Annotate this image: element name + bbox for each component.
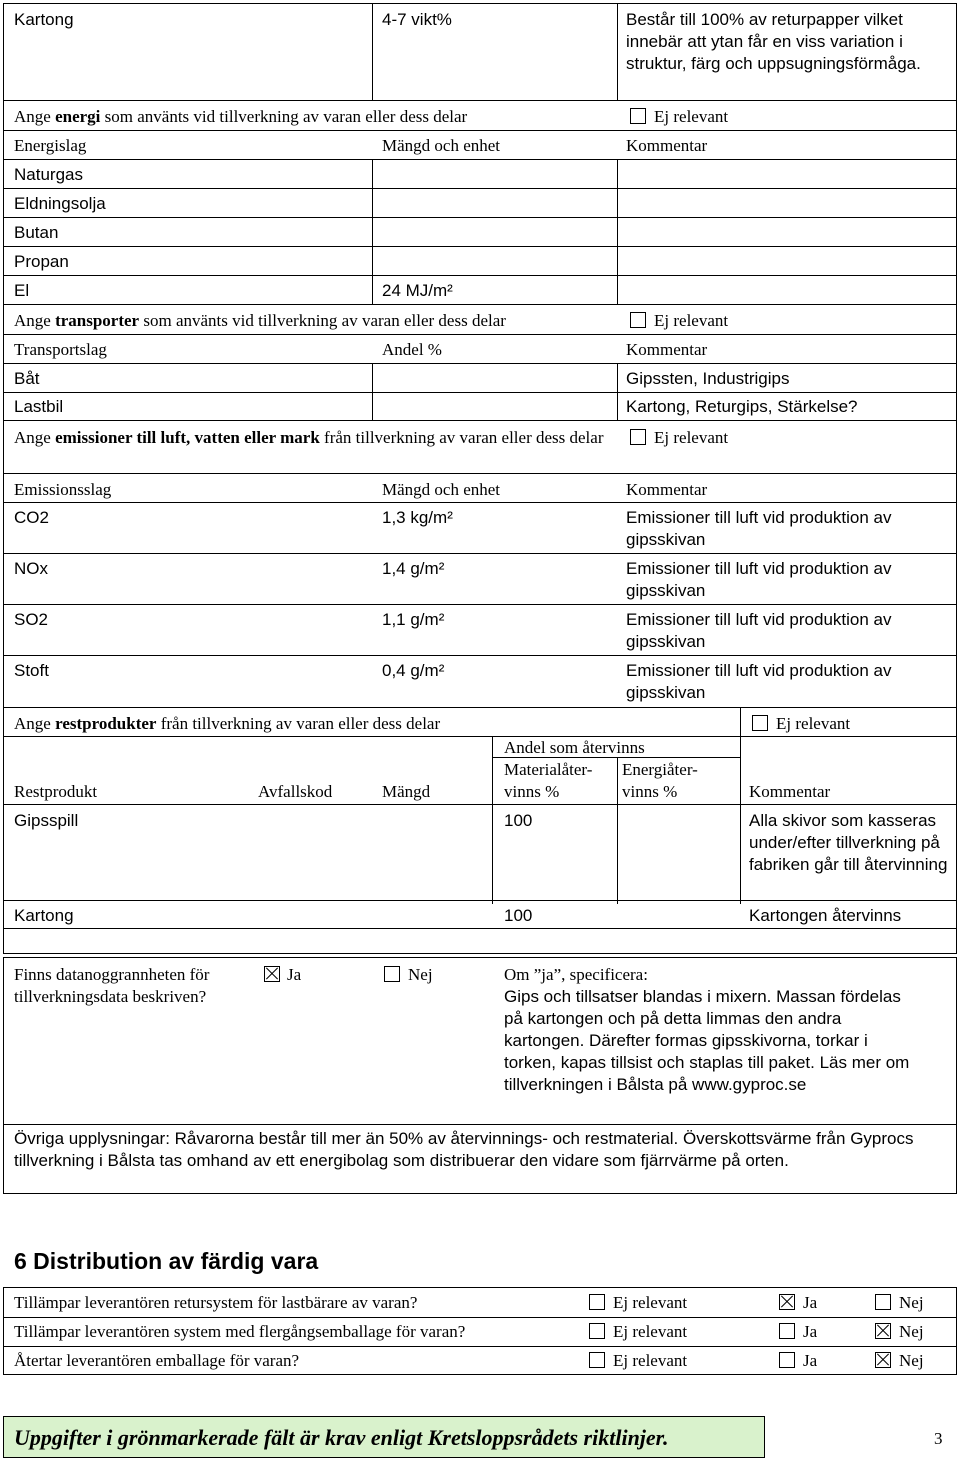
residues-col-energy: Energiåter-vinns % bbox=[622, 760, 698, 801]
other-info-text: Råvarorna består till mer än 50% av återvinnings- och restmaterial. Överskottsvärme från Gyprocs tillverkning i Bålsta tas omhand av ett energibolag som distribuerar den vidare som fjärrvärme på orten. bbox=[14, 1129, 914, 1170]
distribution-no-checkbox[interactable] bbox=[875, 1323, 891, 1339]
residues-row-material: 100 bbox=[504, 906, 533, 925]
transport-col-comment: Kommentar bbox=[626, 340, 708, 359]
emissions-question: Ange emissioner till luft, vatten eller mark från tillverkning av varan eller dess delar bbox=[14, 428, 604, 447]
emissions-col-amount: Mängd och enhet bbox=[382, 480, 501, 499]
emissions-not-relevant-checkbox[interactable] bbox=[630, 429, 646, 445]
residues-col-code: Avfallskod bbox=[258, 782, 333, 801]
energy-col-type: Energislag bbox=[14, 136, 87, 155]
energy-not-relevant-label: Ej relevant bbox=[654, 107, 729, 126]
residues-group-header: Andel som återvinns bbox=[504, 738, 645, 757]
distribution-yes-label: Ja bbox=[803, 1322, 818, 1341]
section-title: 6 Distribution av färdig vara bbox=[14, 1248, 319, 1274]
distribution-question: Återtar leverantören emballage för varan? bbox=[14, 1351, 300, 1370]
residues-row-comment: Alla skivor som kasseras under/efter tillverkning på fabriken går till återvinning bbox=[749, 811, 948, 874]
accuracy-specify-text: Gips och tillsatser blandas i mixern. Massan fördelas på kartongen och på detta limmas den andra kartongen. Därefter formas gipsskivorna, torkar i torken, kapas tillsist och staplas till paket. Läs mer om tillverkningen i Bålsta på www.gyproc.se bbox=[504, 987, 910, 1094]
residues-col-material: Materialåter-vinns % bbox=[504, 760, 593, 801]
distribution-no-checkbox[interactable] bbox=[875, 1294, 891, 1310]
distribution-yes-checkbox[interactable] bbox=[779, 1294, 795, 1310]
energy-row-type: Propan bbox=[14, 252, 69, 271]
energy-row-type: Butan bbox=[14, 223, 59, 242]
transport-row-type: Båt bbox=[14, 369, 40, 388]
residues-row-product: Kartong bbox=[14, 906, 74, 925]
energy-row-amount: 24 MJ/m² bbox=[382, 281, 453, 300]
distribution-no-label: Nej bbox=[899, 1293, 924, 1312]
energy-not-relevant-checkbox[interactable] bbox=[630, 108, 646, 124]
distribution-not-relevant-label: Ej relevant bbox=[613, 1351, 688, 1370]
residues-question: Ange restprodukter från tillverkning av varan eller dess delar bbox=[14, 714, 441, 733]
emissions-row-amount: 1,1 g/m² bbox=[382, 610, 445, 629]
residues-not-relevant-checkbox[interactable] bbox=[752, 715, 768, 731]
energy-col-amount: Mängd och enhet bbox=[382, 136, 501, 155]
energy-row-type: Naturgas bbox=[14, 165, 83, 184]
residues-not-relevant-label: Ej relevant bbox=[776, 714, 851, 733]
emissions-row-comment: Emissioner till luft vid produktion av gipsskivan bbox=[626, 661, 892, 702]
accuracy-yes-label: Ja bbox=[287, 965, 302, 984]
residues-row-product: Gipsspill bbox=[14, 811, 79, 830]
transport-row-comment: Kartong, Returgips, Stärkelse? bbox=[626, 397, 858, 416]
transport-col-type: Transportslag bbox=[14, 340, 107, 359]
transport-not-relevant-checkbox[interactable] bbox=[630, 312, 646, 328]
distribution-yes-checkbox[interactable] bbox=[779, 1352, 795, 1368]
transport-not-relevant-label: Ej relevant bbox=[654, 311, 729, 330]
distribution-yes-checkbox[interactable] bbox=[779, 1323, 795, 1339]
emissions-row-amount: 0,4 g/m² bbox=[382, 661, 445, 680]
distribution-not-relevant-checkbox[interactable] bbox=[589, 1352, 605, 1368]
distribution-question: Tillämpar leverantören retursystem för lastbärare av varan? bbox=[14, 1293, 418, 1312]
emissions-col-type: Emissionsslag bbox=[14, 480, 112, 499]
distribution-not-relevant-checkbox[interactable] bbox=[589, 1294, 605, 1310]
emissions-row-type: NOx bbox=[14, 559, 48, 578]
residues-row-material: 100 bbox=[504, 811, 533, 830]
energy-row-type: El bbox=[14, 281, 30, 300]
accuracy-specify-label: Om ”ja”, specificera: bbox=[504, 965, 648, 984]
distribution-no-label: Nej bbox=[899, 1322, 924, 1341]
material-name: Kartong bbox=[14, 10, 74, 29]
emissions-row-type: CO2 bbox=[14, 508, 49, 527]
emissions-row-amount: 1,4 g/m² bbox=[382, 559, 445, 578]
emissions-row-type: SO2 bbox=[14, 610, 49, 629]
distribution-yes-label: Ja bbox=[803, 1293, 818, 1312]
footer-note: Uppgifter i grönmarkerade fält är krav enligt Kretsloppsrådets riktlinjer. bbox=[14, 1425, 669, 1450]
distribution-yes-label: Ja bbox=[803, 1351, 818, 1370]
emissions-not-relevant-label: Ej relevant bbox=[654, 428, 729, 447]
accuracy-no-checkbox[interactable] bbox=[384, 966, 400, 982]
material-comment: Består till 100% av returpapper vilket innebär att ytan får en viss variation i struktur, färg och uppsugningsförmåga. bbox=[626, 10, 921, 73]
residues-col-amount: Mängd bbox=[382, 782, 431, 801]
material-amount: 4-7 vikt% bbox=[382, 10, 452, 29]
emissions-col-comment: Kommentar bbox=[626, 480, 708, 499]
emissions-row-amount: 1,3 kg/m² bbox=[382, 508, 453, 527]
energy-row-type: Eldningsolja bbox=[14, 194, 106, 213]
emissions-row-comment: Emissioner till luft vid produktion av gipsskivan bbox=[626, 508, 892, 549]
distribution-question: Tillämpar leverantören system med flergångsemballage för varan? bbox=[14, 1322, 466, 1341]
emissions-row-type: Stoft bbox=[14, 661, 49, 680]
energy-col-comment: Kommentar bbox=[626, 136, 708, 155]
transport-row-comment: Gipssten, Industrigips bbox=[626, 369, 790, 388]
accuracy-yes-checkbox[interactable] bbox=[264, 966, 280, 982]
distribution-not-relevant-label: Ej relevant bbox=[613, 1322, 688, 1341]
page-number: 3 bbox=[934, 1429, 943, 1448]
distribution-no-label: Nej bbox=[899, 1351, 924, 1370]
residues-row-comment: Kartongen återvinns bbox=[749, 906, 902, 925]
residues-col-comment: Kommentar bbox=[749, 782, 831, 801]
energy-question: Ange energi som använts vid tillverkning av varan eller dess delar bbox=[14, 107, 468, 126]
distribution-not-relevant-checkbox[interactable] bbox=[589, 1323, 605, 1339]
distribution-not-relevant-label: Ej relevant bbox=[613, 1293, 688, 1312]
emissions-row-comment: Emissioner till luft vid produktion av gipsskivan bbox=[626, 610, 892, 651]
other-info bbox=[14, 1128, 949, 1172]
accuracy-no-label: Nej bbox=[408, 965, 433, 984]
other-info-label: Övriga upplysningar: bbox=[14, 1129, 170, 1148]
residues-col-product: Restprodukt bbox=[14, 782, 98, 801]
transport-row-type: Lastbil bbox=[14, 397, 64, 416]
transport-question: Ange transporter som använts vid tillverkning av varan eller dess delar bbox=[14, 311, 506, 330]
accuracy-question: Finns datanoggrannheten för tillverkningsdata beskriven? bbox=[14, 965, 210, 1006]
transport-col-share: Andel % bbox=[382, 340, 442, 359]
emissions-row-comment: Emissioner till luft vid produktion av gipsskivan bbox=[626, 559, 892, 600]
distribution-no-checkbox[interactable] bbox=[875, 1352, 891, 1368]
